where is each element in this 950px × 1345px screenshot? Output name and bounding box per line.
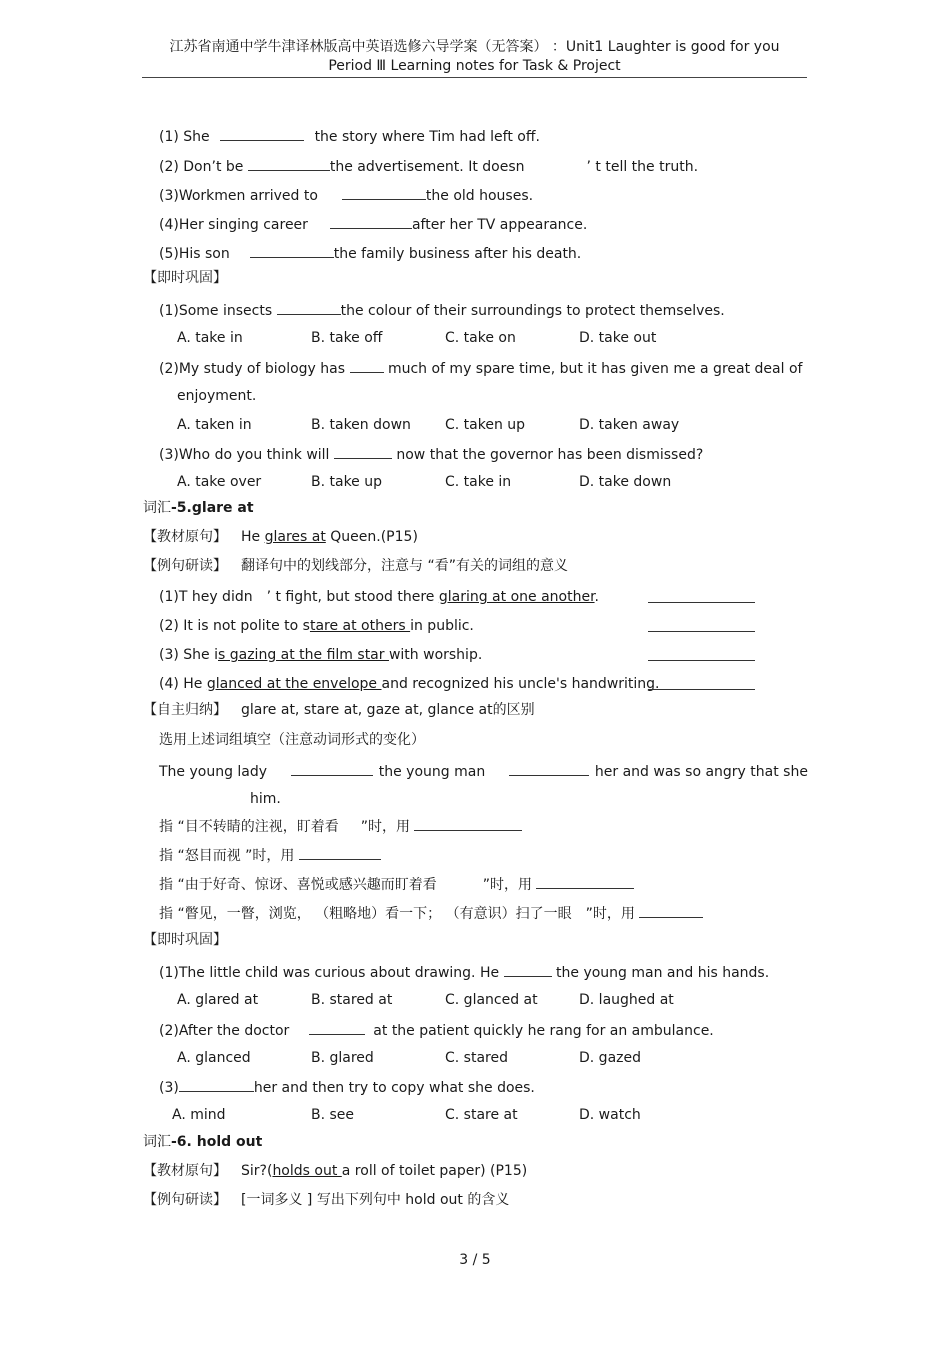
option-b[interactable]: B. glared: [311, 1050, 374, 1066]
fill-sentence-cont: him.: [250, 791, 281, 807]
answer-blank[interactable]: [220, 126, 304, 141]
answer-blank[interactable]: [291, 761, 373, 776]
translation-blank[interactable]: [648, 675, 755, 690]
option-d[interactable]: D. take down: [579, 474, 672, 490]
definition-note: 指 “怒目而视 ”时，用: [159, 845, 381, 865]
original-sentence: 【教材原句】 He glares at Queen.(P15): [143, 529, 418, 545]
fill-item-1: (1) She the story where Tim had left off.: [159, 126, 540, 146]
option-a[interactable]: A. glanced: [177, 1050, 251, 1066]
fill-item-5: (5)His son the family business after his death.: [159, 243, 581, 263]
question-stem: (1)Some insects the colour of their surroundings to protect themselves.: [159, 300, 725, 320]
option-d[interactable]: D. laughed at: [579, 992, 674, 1008]
example-4: (4) He glanced at the envelope and recognized his uncle's handwriting.: [159, 676, 660, 692]
option-a[interactable]: A. glared at: [177, 992, 259, 1008]
example-study: 【例句研读】 翻译句中的划线部分，注意与 “看”有关的词组的意义: [143, 558, 568, 574]
definition-note: 指 “由于好奇、惊讶、喜悦或感兴趣而盯着看 ”时，用: [159, 874, 634, 894]
option-a[interactable]: A. mind: [172, 1107, 226, 1123]
option-b[interactable]: B. taken down: [311, 417, 411, 433]
fill-sentence: The young lady the young man her and was so angry that she: [159, 761, 808, 781]
option-c[interactable]: C. taken up: [445, 417, 526, 433]
option-b[interactable]: B. take up: [311, 474, 383, 490]
option-c[interactable]: C. stared: [445, 1050, 508, 1066]
translation-blank[interactable]: [648, 588, 755, 603]
definition-note: 指 “瞥见，一瞥，浏览， （粗略地）看一下； （有意识）扫了一眼 ”时，用: [159, 903, 703, 923]
answer-blank[interactable]: [330, 214, 412, 229]
original-sentence: 【教材原句】 Sir?(holds out a roll of toilet paper) (P15): [143, 1163, 528, 1179]
option-a[interactable]: A. take over: [177, 474, 262, 490]
vocab-5-title: 词汇-5.glare at: [143, 500, 254, 516]
option-c[interactable]: C. take on: [445, 330, 516, 346]
answer-blank[interactable]: [250, 243, 334, 258]
example-2: (2) It is not polite to stare at others in public.: [159, 618, 474, 634]
option-a[interactable]: A. taken in: [177, 417, 252, 433]
answer-blank[interactable]: [342, 185, 426, 200]
answer-blank[interactable]: [504, 962, 552, 977]
option-b[interactable]: B. see: [311, 1107, 355, 1123]
answer-blank[interactable]: [334, 444, 392, 459]
answer-blank[interactable]: [350, 358, 384, 373]
section-label: 【即时巩固】: [143, 932, 227, 948]
fill-item-4: (4)Her singing career after her TV appearance.: [159, 214, 587, 234]
option-b[interactable]: B. stared at: [311, 992, 393, 1008]
definition-note: 指 “目不转睛的注视，盯着看 ”时，用: [159, 816, 522, 836]
answer-blank[interactable]: [299, 845, 381, 860]
answer-blank[interactable]: [509, 761, 589, 776]
summary-section: 【自主归纳】 glare at, stare at, gaze at, glance at的区别: [143, 702, 535, 718]
option-b[interactable]: B. take off: [311, 330, 383, 346]
answer-blank[interactable]: [277, 300, 341, 315]
answer-blank[interactable]: [309, 1020, 365, 1035]
instruction-text: 选用上述词组填空（注意动词形式的变化）: [159, 732, 425, 748]
option-d[interactable]: D. watch: [579, 1107, 641, 1123]
translation-blank[interactable]: [648, 617, 755, 632]
translation-blank[interactable]: [648, 646, 755, 661]
option-c[interactable]: C. take in: [445, 474, 512, 490]
option-d[interactable]: D. take out: [579, 330, 657, 346]
question-stem: (2)After the doctor at the patient quickly he rang for an ambulance.: [159, 1020, 714, 1040]
question-stem: (3) her and then try to copy what she does.: [159, 1077, 535, 1097]
question-stem-cont: enjoyment.: [177, 388, 257, 404]
option-c[interactable]: C. glanced at: [445, 992, 538, 1008]
fill-item-2: (2) Don’t be the advertisement. It doesn ’ t tell the truth.: [159, 156, 698, 176]
header-title: 江苏省南通中学牛津译林版高中英语选修六导学案（无答案） ：Unit1 Laughter is good for you: [169, 39, 780, 55]
option-a[interactable]: A. take in: [177, 330, 243, 346]
answer-blank[interactable]: [536, 874, 634, 889]
example-1: (1)T hey didn ’ t fight, but stood there glaring at one another.: [159, 589, 599, 605]
answer-blank[interactable]: [639, 903, 703, 918]
header-subtitle: Period Ⅲ Learning notes for Task & Project: [328, 58, 621, 74]
option-d[interactable]: D. taken away: [579, 417, 680, 433]
page-number: 3 / 5: [459, 1252, 491, 1268]
option-c[interactable]: C. stare at: [445, 1107, 518, 1123]
example-3: (3) She is gazing at the film star with worship.: [159, 647, 483, 663]
question-stem: (3)Who do you think will now that the governor has been dismissed?: [159, 444, 703, 464]
question-stem: (2)My study of biology has much of my spare time, but it has given me a great deal of: [159, 358, 802, 378]
vocab-6-title: 词汇-6. hold out: [143, 1134, 263, 1150]
answer-blank[interactable]: [179, 1077, 254, 1092]
example-study: 【例句研读】 [一词多义 ] 写出下列句中 hold out 的含义: [143, 1192, 510, 1208]
answer-blank[interactable]: [414, 816, 522, 831]
question-stem: (1)The little child was curious about drawing. He the young man and his hands.: [159, 962, 769, 982]
section-label: 【即时巩固】: [143, 270, 227, 286]
option-d[interactable]: D. gazed: [579, 1050, 641, 1066]
fill-item-3: (3)Workmen arrived to the old houses.: [159, 185, 533, 205]
header-rule: [142, 77, 807, 78]
answer-blank[interactable]: [248, 156, 330, 171]
